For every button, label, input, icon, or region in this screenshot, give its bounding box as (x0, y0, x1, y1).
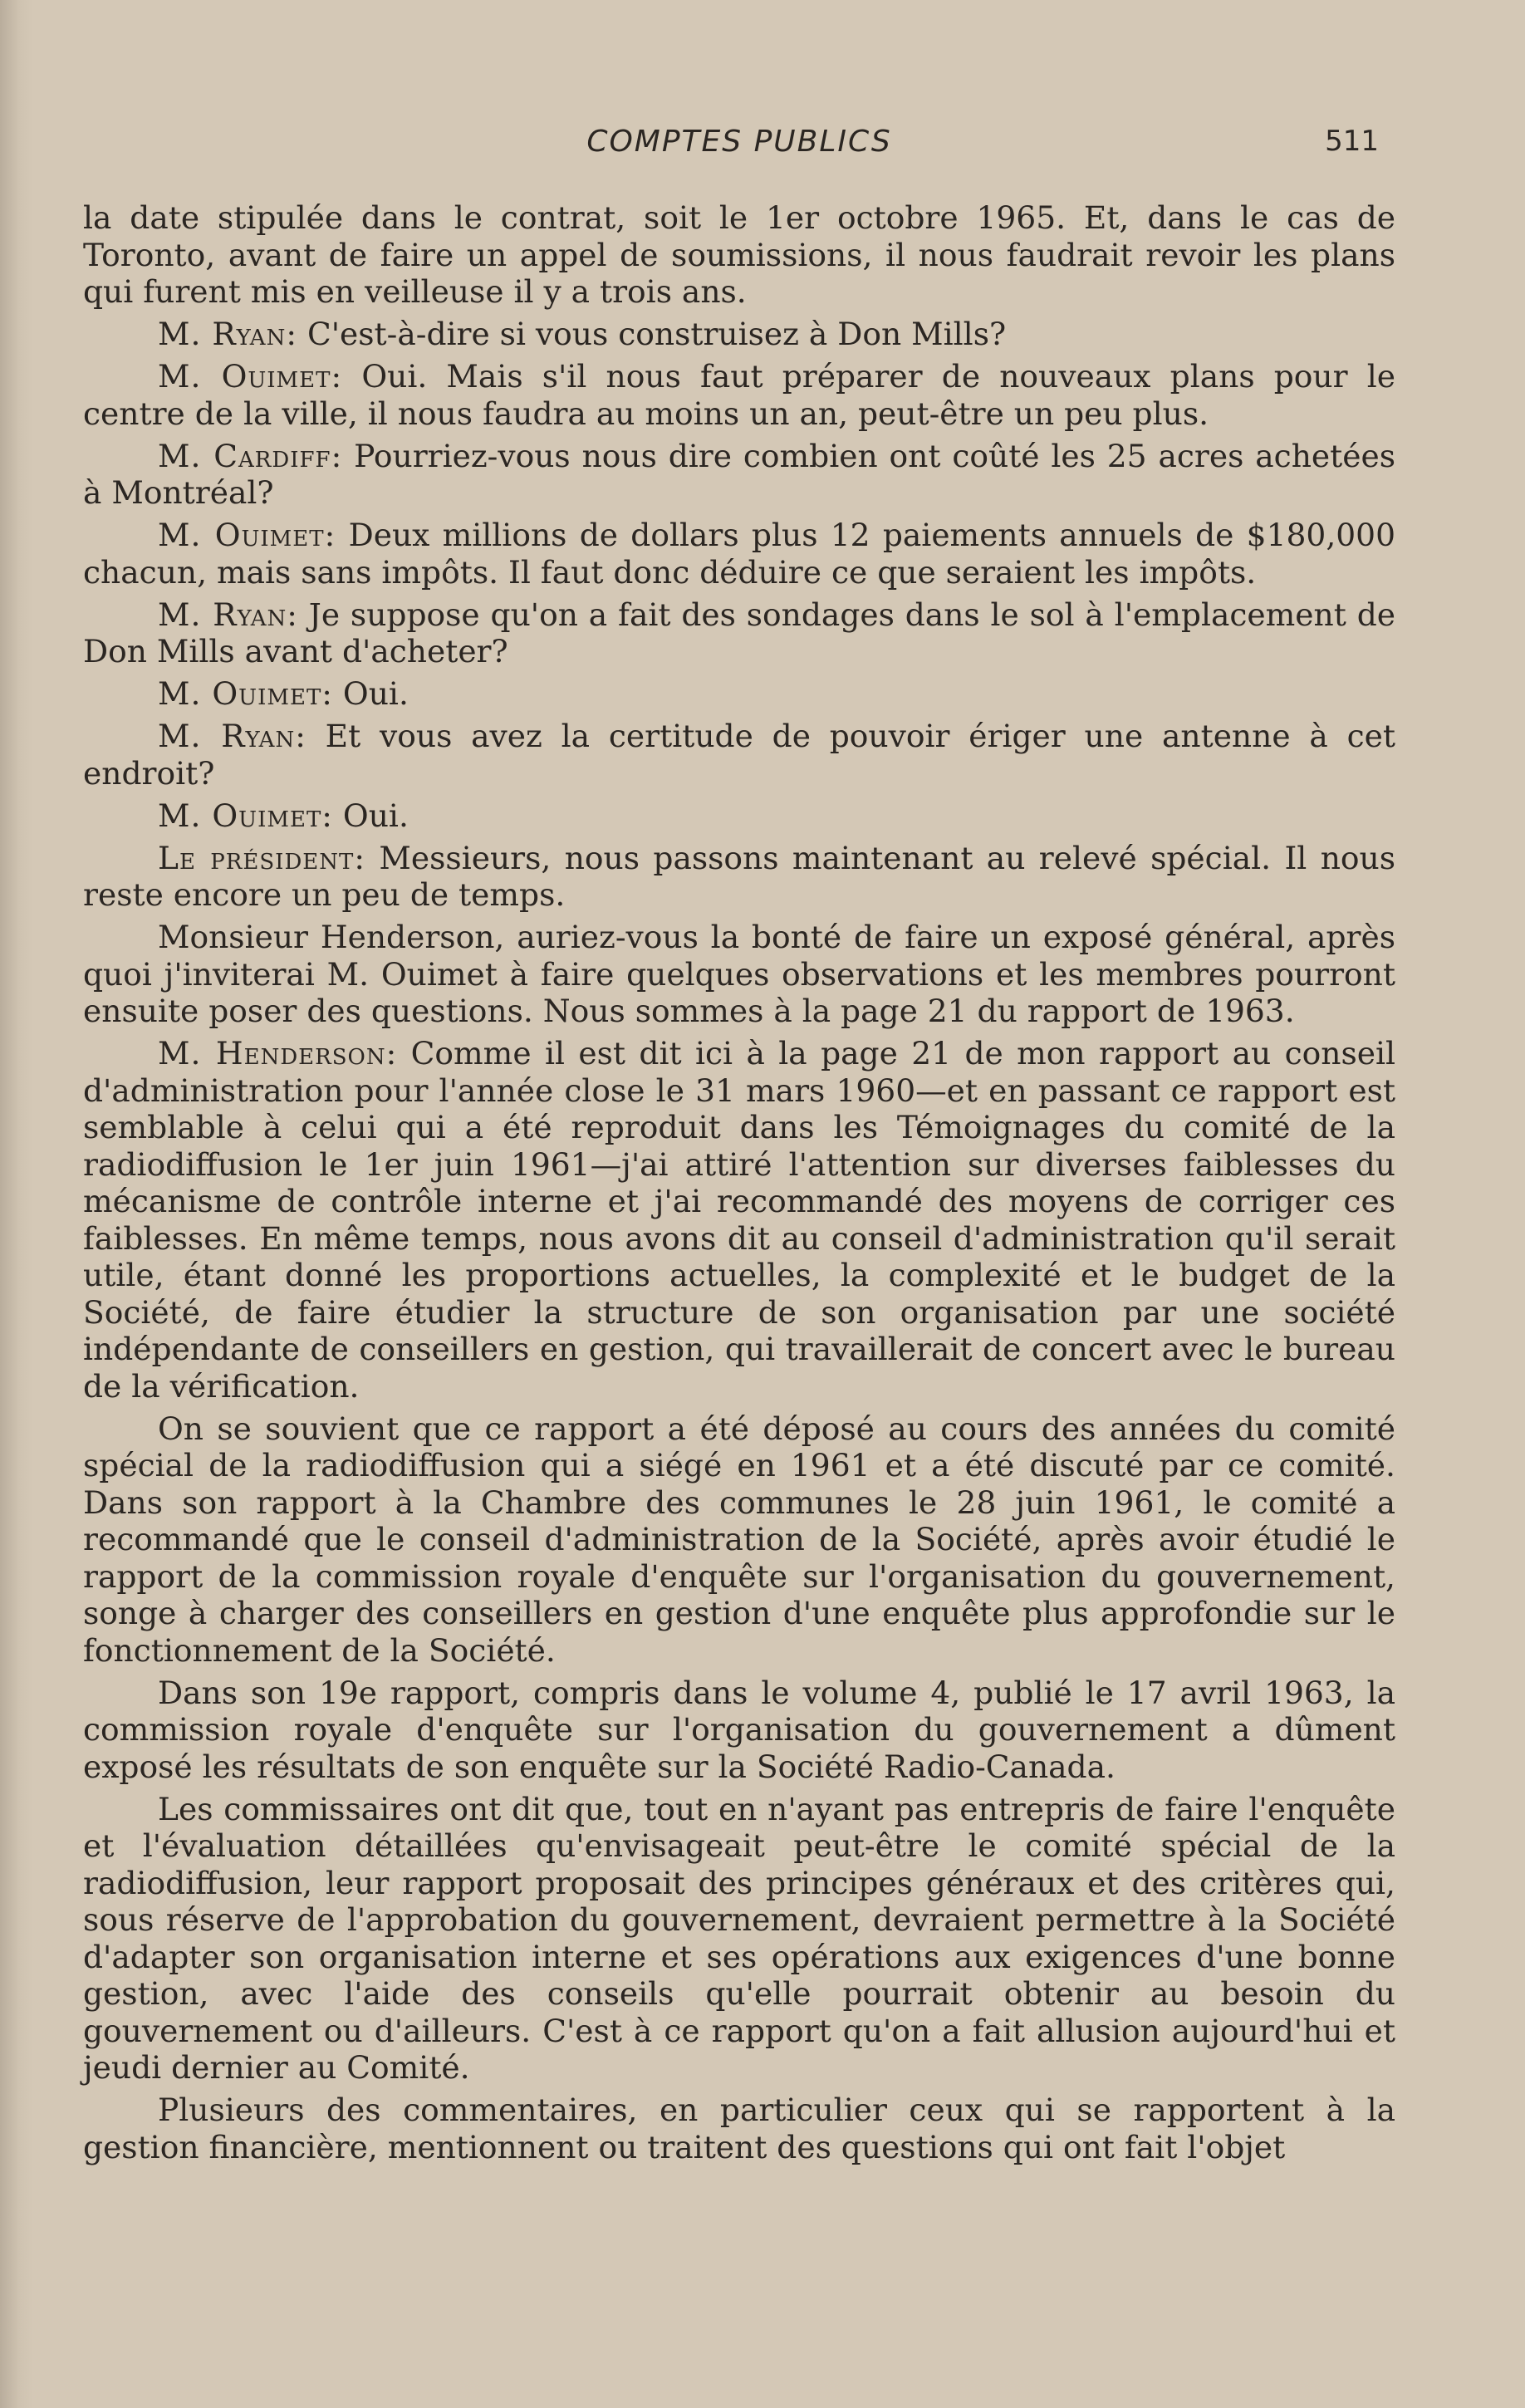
speaker: M. Ryan: (158, 718, 306, 754)
body-text (83, 199, 1395, 2171)
paragraph: M. Ouimet: Deux millions de dollars plus 12 paiements annuels de $180,000 chacun, mais sans impôts. Il faut donc déduire ce que seraient les impôts. (83, 517, 1395, 591)
paragraph: M. Ryan: C'est-à-dire si vous construisez à Don Mills? (158, 316, 1007, 352)
speaker: M. Ouimet: (158, 675, 333, 712)
paragraph: la date stipulée dans le contrat, soit le 1er octobre 1965. Et, dans le cas de Toronto, avant de faire un appel de soumissions, il nous faudrait revoir les plans qui furent mis en veilleuse il y a trois ans. (83, 199, 1395, 310)
paragraph: On se souvient que ce rapport a été déposé au cours des années du comité spécial de la radiodiffusion qui a siégé en 1961 et a été discuté par ce comité. Dans son rapport à la Chambre des communes le 28 juin 1961, le comité a recommandé que le conseil d'administration de la Société, après avoir étudié le rapport de la commission royale d'enquête sur l'organisation du gouvernement, songe à charger des conseillers en gestion d'une enquête plus approfondie sur le fonctionnement de la Société. (83, 1410, 1395, 1669)
speaker: M. Ouimet: (158, 797, 333, 834)
speaker: M. Cardiff: (158, 437, 343, 474)
paragraph: M. Ryan: Et vous avez la certitude de pouvoir ériger une antenne à cet endroit? (83, 718, 1395, 792)
running-head: COMPTES PUBLICS (586, 125, 892, 159)
speaker: M. Ryan: (158, 316, 297, 352)
paragraph: M. Cardiff: Pourriez-vous nous dire combien ont coûté les 25 acres achetées à Montréal? (83, 437, 1395, 511)
paragraph: Plusieurs des commentaires, en particulier ceux qui se rapportent à la gestion financière, mentionnent ou traitent des questions qui ont fait l'objet (83, 2092, 1395, 2165)
speaker: M. Ouimet: (158, 358, 343, 395)
paragraph: M. Henderson: Comme il est dit ici à la page 21 de mon rapport au conseil d'administration pour l'année close le 31 mars 1960—et en passant ce rapport est semblable à celui qui a été reproduit dans les Témoignages du comité de la radiodiffusion le 1er juin 1961—j'ai attiré l'attention sur diverses faiblesses du mécanisme de contrôle interne et j'ai recommandé des moyens de corriger ces faiblesses. En même temps, nous avons dit au conseil d'administration qu'il serait utile, étant donné les proportions actuelles, la complexité et le budget de la Société, de faire étudier la structure de son organisation par une société indépendante de conseillers en gestion, qui travaillerait de concert avec le bureau de la vérification. (83, 1035, 1395, 1405)
page-number: 511 (1325, 125, 1379, 158)
paragraph: Les commissaires ont dit que, tout en n'ayant pas entrepris de faire l'enquête et l'évaluation détaillées qu'envisageait peut-être le comité spécial de la radiodiffusion, leur rapport proposait des principes généraux et des critères qui, sous réserve de l'approbation du gouvernement, devraient permettre à la Société d'adapter son organisation interne et ses opérations aux exigences d'une bonne gestion, avec l'aide des conseils qu'elle pourrait obtenir au besoin du gouvernement ou d'ailleurs. C'est à ce rapport qu'on a fait allusion aujourd'hui et jeudi dernier au Comité. (83, 1790, 1395, 2086)
speaker: Le président: (158, 839, 366, 876)
paragraph: Le président: Messieurs, nous passons maintenant au relevé spécial. Il nous reste encore un peu de temps. (83, 839, 1396, 913)
paragraph: M. Ouimet: Oui. (158, 797, 409, 834)
paragraph: M. Ouimet: Oui. Mais s'il nous faut préparer de nouveaux plans pour le centre de la ville, il nous faudra au moins un an, peut-être un peu plus. (83, 358, 1395, 432)
speaker: M. Henderson: (158, 1035, 398, 1072)
paragraph: Monsieur Henderson, auriez-vous la bonté de faire un exposé général, après quoi j'inviterai M. Ouimet à faire quelques observations et les membres pourront ensuite poser des questions. Nous sommes à la page 21 du rapport de 1963. (83, 919, 1395, 1029)
paragraph: M. Ouimet: Oui. (158, 675, 409, 712)
paragraph: Dans son 19e rapport, compris dans le volume 4, publié le 17 avril 1963, la commission royale d'enquête sur l'organisation du gouvernement a dûment exposé les résultats de son enquête sur la Société Radio-Canada. (83, 1674, 1395, 1785)
page-header (83, 125, 1395, 174)
paragraph: M. Ryan: Je suppose qu'on a fait des sondages dans le sol à l'emplacement de Don Mills avant d'acheter? (83, 596, 1395, 669)
speaker: M. Ryan: (158, 596, 298, 633)
page-gutter-shadow (0, 0, 33, 2408)
speaker: M. Ouimet: (158, 517, 336, 553)
